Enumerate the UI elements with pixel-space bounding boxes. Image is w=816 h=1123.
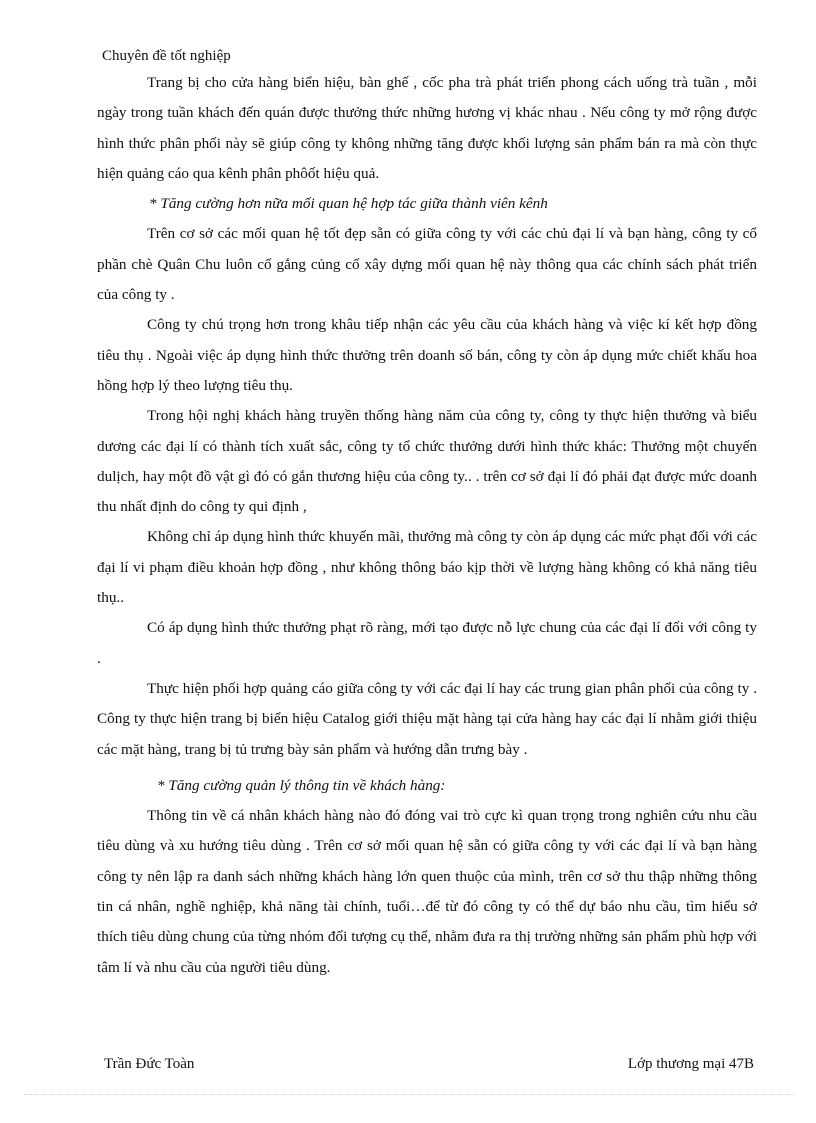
- paragraph-customer-info: Thông tin về cá nhân khách hàng nào đó đóng vai trò cực kì quan trọng trong nghiên cứu nhu cầu tiêu dùng và xu hướng tiêu dùng . Trên cơ sở mối quan hệ sẵn có giữa công ty với các đại lí và bạn hàng công ty nên lập ra danh sách những khách hàng lớn quen thuộc của mình, trên cơ sở thu thập những thông tin cá nhân, nghề nghiệp, khả năng tài chính, tuổi…để từ đó công ty có thể dự báo nhu cầu, tìm hiểu sở thích tiêu dùng chung của từng nhóm đối tượng cụ thể, nhằm đưa ra thị trường những sản phẩm phù hợp với tâm lí và nhu cầu của người tiêu dùng.: [97, 807, 757, 976]
- subheading-customer-info: * Tăng cường quản lý thông tin về khách hàng:: [157, 776, 446, 794]
- paragraph-advertising: Thực hiện phối hợp quảng cáo giữa công ty với các đại lí hay các trung gian phân phối của công ty . Công ty thực hiện trang bị biển hiệu Catalog giới thiệu mặt hàng tại cửa hàng hay các đại lí nhằm giới thiệu các mặt hàng, trang bị tủ trưng bày sản phẩm và hướng dẫn trưng bày .: [97, 679, 757, 758]
- header-title: Chuyên đề tốt nghiệp: [102, 48, 231, 64]
- paragraph-customer-conference: Trong hội nghị khách hàng truyền thống hàng năm của công ty, công ty thực hiện thưởng và biểu dương các đại lí có thành tích xuất sắc, công ty tổ chức thưởng dưới hình thức khác: Thưởng một chuyến dulịch, hay một đồ vật gì đó có gắn thương hiệu của công ty.. . trên cơ sở đại lí đó phải đạt được mức doanh thu nhất định do công ty qui định ,: [97, 407, 757, 516]
- paragraph-relationships: Trên cơ sở các mối quan hệ tốt đẹp sẵn có giữa công ty với các chủ đại lí và bạn hàng, công ty cổ phần chè Quân Chu luôn cố gắng củng cố xây dựng mối quan hệ này thông qua các chính sách phát triển của công ty .: [97, 225, 757, 304]
- document-body: [97, 68, 757, 983]
- footer-class: Lớp thương mại 47B: [627, 1056, 754, 1072]
- paragraph-reward-penalty: Có áp dụng hình thức thưởng phạt rõ ràng, mới tạo được nỗ lực chung của các đại lí đối với công ty .: [97, 619, 757, 667]
- subheading-channel-cooperation: * Tăng cường hơn nữa mối quan hệ hợp tác giữa thành viên kênh: [149, 195, 548, 213]
- paragraph-shop-equipment: Trang bị cho cửa hàng biển hiệu, bàn ghế , cốc pha trà phát triển phong cách uống trà tuần , mỗi ngày trong tuần khách đến quán được thưởng thức những hương vị khác nhau . Nếu công ty mở rộng được hình thức phân phối này sẽ giúp công ty không những tăng được khối lượng sản phẩm bán ra mà còn thực hiện quảng cáo qua kênh phân phôốt hiệu quả.: [97, 74, 757, 182]
- page-bottom-border: [24, 1094, 794, 1095]
- paragraph-customer-requests: Công ty chú trọng hơn trong khâu tiếp nhận các yêu cầu của khách hàng và việc kí kết hợp đồng tiêu thụ . Ngoài việc áp dụng hình thức thưởng trên doanh số bán, công ty còn áp dụng mức chiết khấu hoa hồng hợp lý theo lượng tiêu thụ.: [97, 316, 757, 394]
- paragraph-penalties: Không chỉ áp dụng hình thức khuyến mãi, thưởng mà công ty còn áp dụng các mức phạt đối với các đại lí vi phạm điều khoản hợp đồng , như không thông báo kịp thời về lượng hàng không có khả năng tiêu thụ..: [97, 528, 757, 607]
- page-header: [102, 48, 231, 65]
- footer-author: Trần Đức Toàn: [104, 1056, 195, 1072]
